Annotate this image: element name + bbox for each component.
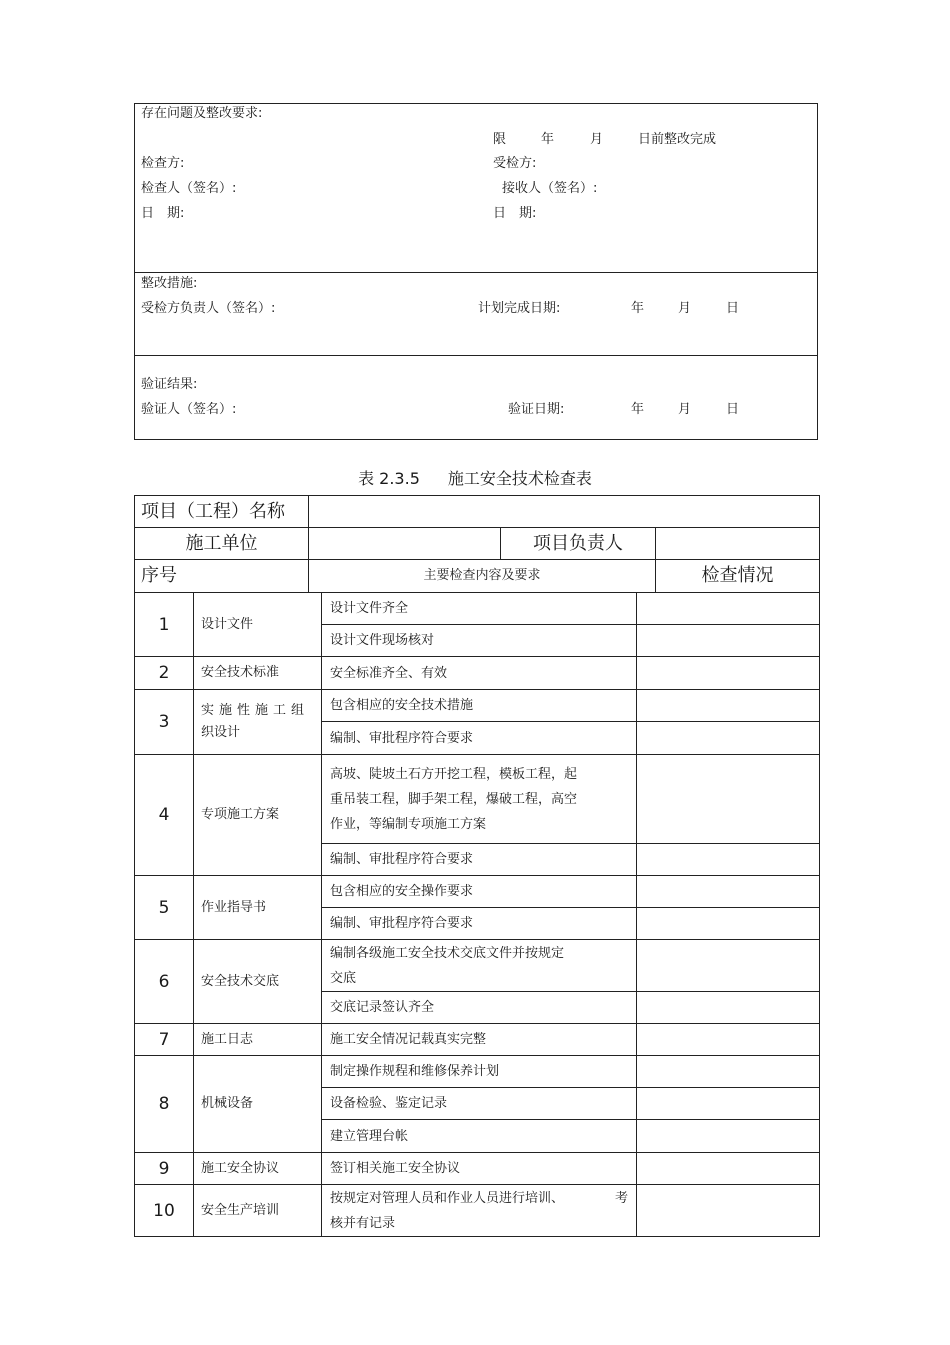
table-row <box>135 1056 820 1088</box>
requirement-line: 作业，等编制专项施工方案 <box>330 816 487 832</box>
status-cell <box>637 1153 820 1185</box>
deadline-text: 日前整改完成 <box>638 132 717 147</box>
measures-label: 整改措施: <box>141 276 198 291</box>
responsible-sign-label: 受检方负责人（签名）: <box>141 301 276 316</box>
seq-cell: 6 <box>135 940 194 1024</box>
category-cell: 施工日志 <box>194 1024 322 1056</box>
col-seq-header: 序号 <box>135 560 309 593</box>
category-cell: 施工安全协议 <box>194 1153 322 1185</box>
planned-date-label: 计划完成日期: <box>478 301 561 316</box>
requirement-cell <box>322 1185 637 1237</box>
status-cell <box>637 844 820 876</box>
project-leader-value <box>656 528 820 560</box>
date-label-right: 日 期: <box>493 206 537 221</box>
table-row <box>135 657 820 690</box>
seq-cell: 2 <box>135 657 194 690</box>
project-leader-label: 项目负责人 <box>501 528 656 560</box>
requirement-line: 高坡、陡坡土石方开挖工程，模板工程，起 <box>330 766 578 782</box>
verify-day: 日 <box>726 402 740 417</box>
requirement-cell: 施工安全情况记载真实完整 <box>322 1024 637 1056</box>
planned-month: 月 <box>678 301 692 316</box>
requirement-cell: 编制、审批程序符合要求 <box>322 722 637 755</box>
table-row <box>135 690 820 722</box>
requirement-part: 按规定对管理人员和作业人员进行培训、 <box>330 1190 565 1206</box>
project-name-value <box>309 496 820 528</box>
requirement-cell: 制定操作规程和维修保养计划 <box>322 1056 637 1088</box>
requirement-cell: 建立管理台帐 <box>322 1120 637 1153</box>
status-cell <box>637 1120 820 1153</box>
seq-cell: 3 <box>135 690 194 755</box>
category-cell: 机械设备 <box>194 1056 322 1153</box>
seq-cell: 4 <box>135 755 194 876</box>
table-title: 施工安全技术检查表 <box>447 469 592 488</box>
form-divider <box>135 272 817 273</box>
category-cell: 安全技术标准 <box>194 657 322 690</box>
seq-cell: 10 <box>135 1185 194 1237</box>
issues-label: 存在问题及整改要求: <box>141 106 263 121</box>
seq-cell: 1 <box>135 593 194 657</box>
construction-unit-label: 施工单位 <box>135 528 309 560</box>
table-row <box>135 1024 820 1056</box>
seq-cell: 7 <box>135 1024 194 1056</box>
category-cell: 安全生产培训 <box>194 1185 322 1237</box>
deadline-month: 月 <box>590 132 604 147</box>
project-info-table <box>134 495 820 593</box>
verify-result-label: 验证结果: <box>141 377 198 392</box>
date-label-left: 日 期: <box>141 206 185 221</box>
status-cell <box>637 992 820 1024</box>
requirement-part: 考 <box>614 1190 628 1206</box>
category-cell: 安全技术交底 <box>194 940 322 1024</box>
status-cell <box>637 1088 820 1120</box>
seq-cell: 9 <box>135 1153 194 1185</box>
table-row <box>135 1185 820 1237</box>
table-row <box>135 1153 820 1185</box>
table-row <box>135 940 820 992</box>
inspector-side-label: 检查方: <box>141 156 185 171</box>
category-cell: 专项施工方案 <box>194 755 322 876</box>
requirement-cell: 编制、审批程序符合要求 <box>322 844 637 876</box>
requirement-line: 编制各级施工安全技术交底文件并按规定 <box>330 945 565 961</box>
status-cell <box>637 1185 820 1237</box>
requirement-cell: 签订相关施工安全协议 <box>322 1153 637 1185</box>
status-cell <box>637 940 820 992</box>
status-cell <box>637 722 820 755</box>
table-row <box>135 755 820 844</box>
requirement-line: 核并有记录 <box>330 1215 396 1231</box>
verify-date-label: 验证日期: <box>508 402 565 417</box>
table-number: 表 2.3.5 <box>358 469 420 488</box>
requirement-cell <box>322 755 637 844</box>
requirement-cell: 设备检验、鉴定记录 <box>322 1088 637 1120</box>
rectification-form <box>134 103 818 440</box>
status-cell <box>637 876 820 908</box>
category-line: 实施性施工组 <box>201 703 310 718</box>
checklist-table <box>134 592 820 1237</box>
status-cell <box>637 1024 820 1056</box>
category-cell: 设计文件 <box>194 593 322 657</box>
requirement-cell: 交底记录签认齐全 <box>322 992 637 1024</box>
project-name-label: 项目（工程）名称 <box>135 496 309 528</box>
status-cell <box>637 625 820 657</box>
table-caption <box>0 469 950 489</box>
planned-year: 年 <box>631 301 645 316</box>
verifier-sign-label: 验证人（签名）: <box>141 402 237 417</box>
status-cell <box>637 755 820 844</box>
status-cell <box>637 908 820 940</box>
verify-month: 月 <box>678 402 692 417</box>
requirement-line <box>330 1186 628 1211</box>
requirement-cell: 安全标准齐全、有效 <box>322 657 637 690</box>
table-row <box>135 593 820 625</box>
category-cell: 作业指导书 <box>194 876 322 940</box>
construction-unit-value <box>309 528 501 560</box>
deadline-xian: 限 <box>493 132 507 147</box>
inspector-sign-label: 检查人（签名）: <box>141 181 237 196</box>
inspected-side-label: 受检方: <box>493 156 537 171</box>
requirement-cell: 设计文件现场核对 <box>322 625 637 657</box>
requirement-cell: 包含相应的安全操作要求 <box>322 876 637 908</box>
seq-cell: 8 <box>135 1056 194 1153</box>
requirement-cell: 编制、审批程序符合要求 <box>322 908 637 940</box>
planned-day: 日 <box>726 301 740 316</box>
requirement-cell <box>322 940 637 992</box>
status-cell <box>637 657 820 690</box>
form-divider <box>135 355 817 356</box>
receiver-sign-label: 接收人（签名）: <box>502 181 598 196</box>
requirement-line: 重吊装工程，脚手架工程，爆破工程，高空 <box>330 791 578 807</box>
deadline-year: 年 <box>541 132 555 147</box>
table-row <box>135 876 820 908</box>
requirement-line: 交底 <box>330 970 357 986</box>
status-cell <box>637 593 820 625</box>
status-cell <box>637 1056 820 1088</box>
requirement-cell: 包含相应的安全技术措施 <box>322 690 637 722</box>
verify-year: 年 <box>631 402 645 417</box>
col-status-header: 检查情况 <box>656 560 820 593</box>
category-cell <box>194 690 322 755</box>
requirement-cell: 设计文件齐全 <box>322 593 637 625</box>
seq-cell: 5 <box>135 876 194 940</box>
col-content-header: 主要检查内容及要求 <box>309 560 656 593</box>
category-line: 织设计 <box>201 725 241 740</box>
status-cell <box>637 690 820 722</box>
